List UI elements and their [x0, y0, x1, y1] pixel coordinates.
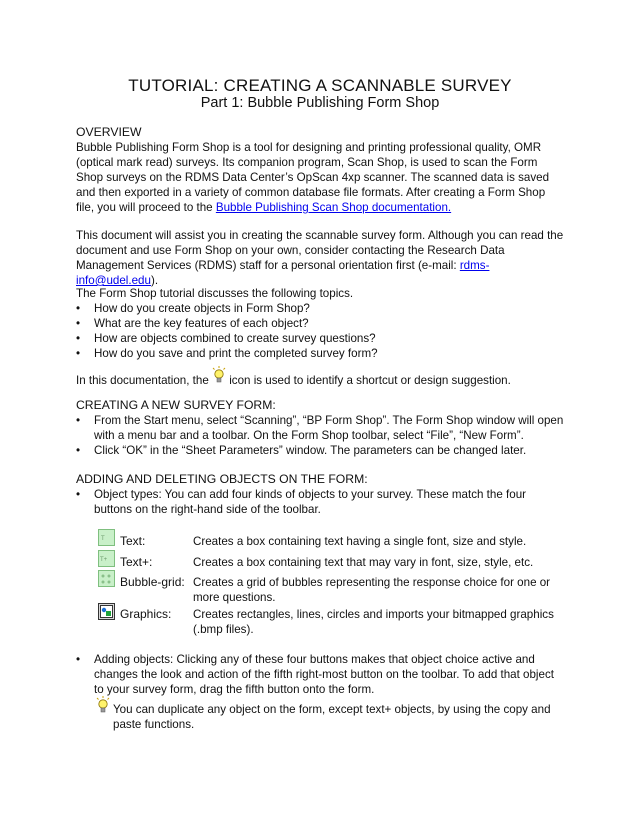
text-tool-desc: Creates a box containing text having a single font, size and style.	[193, 535, 527, 548]
text-plus-tool-label: Text+:	[120, 555, 153, 569]
text-tool-icon	[98, 529, 115, 546]
text-plus-tool-icon	[98, 550, 115, 567]
lightbulb-icon	[96, 696, 110, 719]
text-plus-tool-desc: Creates a box containing text that may vary in font, size, style, etc.	[193, 556, 534, 569]
assist-paragraph	[76, 228, 566, 288]
graphics-tool-icon	[98, 603, 115, 620]
overview-text: Bubble Publishing Form Shop is a tool for designing and printing professional quality, OMR (optical mark read) surveys. Its companion program, Scan Shop, is used to scan the Form Shop surveys on the RDMS Data Center’s OpScan 4xp scanner. The scanned data is saved and then exported in a variety of common database file formats. After creating a Form Shop file, you will proceed to the	[76, 141, 550, 214]
graphics-tool-desc: Creates rectangles, lines, circles and imports your bitmapped graphics (.bmp files).	[193, 608, 554, 636]
topics-intro: The Form Shop tutorial discusses the following topics.	[76, 287, 354, 300]
page-subtitle: Part 1: Bubble Publishing Form Shop	[200, 95, 440, 111]
new-form-heading: CREATING A NEW SURVEY FORM:	[76, 398, 276, 412]
tip-pre: In this documentation, the	[76, 374, 212, 387]
svg-text:T+: T+	[100, 557, 108, 563]
objects-heading: ADDING AND DELETING OBJECTS ON THE FORM:	[76, 472, 368, 486]
overview-paragraph	[76, 140, 566, 215]
tip-intro	[76, 366, 566, 388]
bubble-grid-tool-icon	[98, 570, 115, 587]
duplicate-tip: You can duplicate any object on the form, except text+ objects, by using the copy and paste functions.	[113, 703, 551, 731]
assist-text: This document will assist you in creating the scannable survey form. Although you can read the document and use Form Shop on your own, consider contacting the Research Data Management Services (RDMS) staff for a personal orientation first (e-mail:	[76, 229, 564, 272]
svg-text:T: T	[101, 536, 105, 542]
assist-end: ).	[150, 274, 159, 287]
text-tool-label: Text:	[120, 534, 146, 548]
bubble-grid-tool-label: Bubble-grid:	[120, 575, 185, 589]
rdms-email-link[interactable]: rdms-info@udel.edu	[76, 259, 490, 287]
document-page: TUTORIAL: CREATING A SCANNABLE SURVEY Part 1: Bubble Publishing Form Shop OVERVIEW Bubble Publishing Form Shop is a tool for designing and printing professional quality, OMR (optical mark read) surveys. Its companion program, Scan Shop, is used to scan the Form Shop surveys on the RDMS Data Center’s OpScan 4xp scanner. The scanned data is saved and then exported in a variety of common database file formats. After creating a Form Shop file, you will proceed to the Bubble Publishing Scan Shop documentation. This document will assist you in creating the scannable survey form. Although you can read the document and use Form Shop on your own, consider contacting the Research Data Management Services (RDMS) staff for a personal orientation first (e-mail: rdms-info@udel.edu). The Form Shop tutorial discusses the following topics. • How do you create objects in Form Shop? • What are the key features of each object? • How are objects combined to create survey questions? • How do you save and print the completed survey form? In this documentation, the icon is used to identify a shortcut or design suggestion. CREATING A NEW SURVEY FORM: • From the Start menu, select “Scanning”, “BP Form Shop”. The Form Shop window will open with a menu bar and a toolbar. On the Form Shop toolbar, select “File”, “New Form”. • Click “OK” in the “Sheet Parameters” window. The parameters can be changed later. ADDING AND DELETING OBJECTS ON THE FORM: • Object types: You can add four kinds of objects to your survey. These match the four buttons on the right-hand side of the toolbar. T Text: Creates a box containing text having a single font, size and style. T+ Text+: Creates a box containing text that may vary in font, size, style, etc. Bubble-grid: Creates a grid of bubbles representing the response choice for one or more questions. Graphics: Creates rectangles, lines, circles and imports your bitmapped graphics (.bmp files). • Adding objects: Clicking any of these four buttons makes that object choice active and changes the look and action of the fifth right-most button on the toolbar. To add that object to your survey form, drag the fifth button onto the form. You can duplicate any object on the form, except text+ objects, by using the copy and paste functions.	[0, 0, 640, 828]
lightbulb-icon	[212, 366, 226, 388]
tip-post: icon is used to identify a shortcut or design suggestion.	[226, 374, 511, 387]
graphics-tool-label: Graphics:	[120, 607, 172, 621]
overview-heading: OVERVIEW	[76, 125, 142, 139]
page-title: TUTORIAL: CREATING A SCANNABLE SURVEY	[128, 76, 512, 95]
bubble-grid-tool-desc: Creates a grid of bubbles representing the response choice for one or more questions.	[193, 576, 551, 604]
scan-shop-doc-link[interactable]: Bubble Publishing Scan Shop documentation.	[215, 201, 452, 214]
